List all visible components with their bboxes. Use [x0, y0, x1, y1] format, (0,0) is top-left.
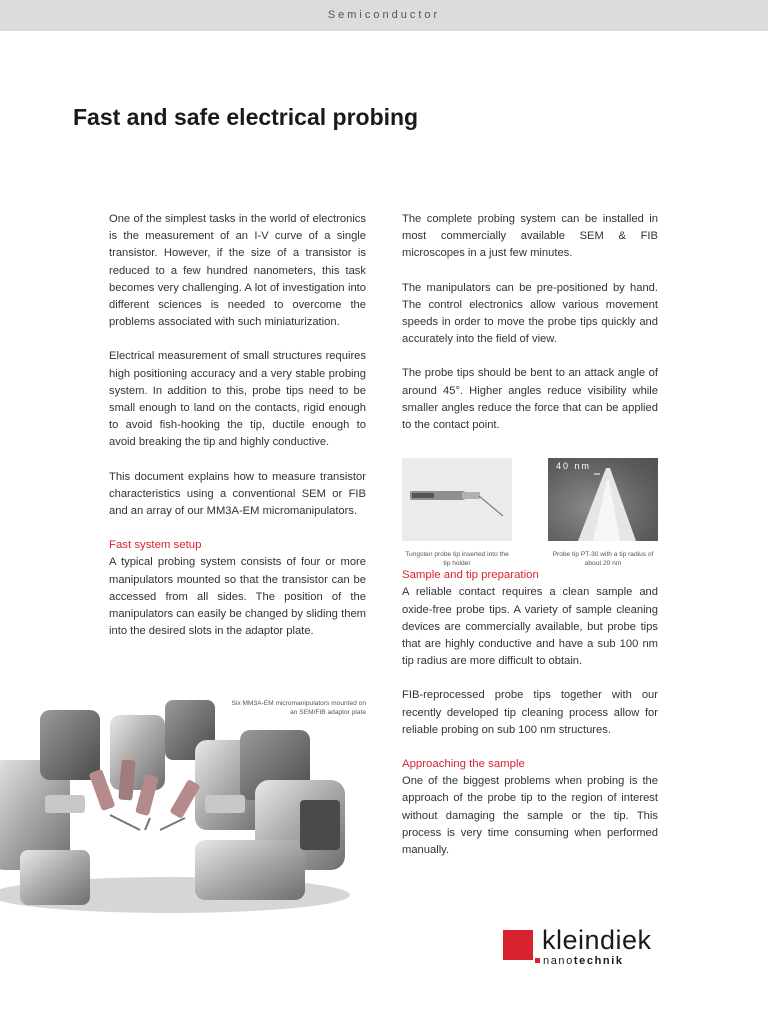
tip-holder-image: [402, 458, 512, 541]
tip-prep-heading: Sample and tip preparation: [402, 569, 539, 582]
sem-tip-caption: Probe tip PT-30 with a tip radius of about 20 nm: [552, 551, 654, 567]
attack-angle-paragraph: The probe tips should be bent to an attack angle of around 45°. Higher angles reduce visibility while smaller angles reduce the force that can be applied to the contact point.: [402, 367, 658, 432]
setup-heading: Fast system setup: [109, 539, 202, 552]
approach-paragraph: One of the biggest problems when probing is the approach of the probe tip to the region of interest without damaging the sample or the tip. This process is very time consuming when performed manually.: [402, 775, 658, 857]
document-scope-paragraph: This document explains how to measure transistor characteristics using a conventional SEM or FIB and an array of our MM3A-EM micromanipulators.: [109, 470, 366, 518]
scale-label: 40 nm: [556, 461, 592, 471]
manipulators-photo: [0, 700, 370, 915]
logo-wordmark: kleindiek: [542, 925, 652, 955]
right-column: [402, 211, 658, 876]
prepositioning-paragraph: The manipulators can be pre-positioned by hand. The control electronics allow various movement speeds in order to move the probe tips quickly and accurately into the field of view.: [402, 281, 658, 346]
logo-mark: [503, 930, 533, 960]
logo-subtitle: [543, 955, 624, 967]
logo-dot: [535, 958, 540, 963]
left-column: [109, 211, 366, 657]
intro-paragraph: One of the simplest tasks in the world of electronics is the measurement of an I-V curve of a single transistor. However, if the size of a transistor is reduced to a few hundred nanometers, this task becomes very challenging. A lot of investigation into different sciences is needed to overcome the problems associated with such miniaturization.: [109, 213, 366, 329]
header-bar: [0, 0, 768, 31]
install-paragraph: The complete probing system can be installed in most commercially available SEM & FIB microscopes in a just few minutes.: [402, 213, 658, 260]
logo-sub-light: nano: [543, 955, 574, 967]
requirements-paragraph: Electrical measurement of small structures requires high positioning accuracy and a very stable probing system. In addition to this, probe tips need to be small enough to land on the contacts, rigid enough to avoid fish-hooking the tip, ductile enough to avoid breaking the tip and highly conductive.: [109, 350, 366, 449]
tip-prep-paragraph: A reliable contact requires a clean sample and oxide-free probe tips. A variety of sample cleaning devices are commercially available, but probe tips that are highly conductive and have a sub 100 nm tip radius are more difficult to obtain.: [402, 586, 658, 668]
sem-tip-image: [548, 458, 658, 541]
photo-caption: Six MM3A-EM micromanipulators mounted on an SEM/FIB adaptor plate: [231, 700, 366, 716]
page-title: Fast and safe electrical probing: [73, 104, 419, 130]
section-label: Semiconductor: [327, 9, 441, 21]
setup-paragraph: A typical probing system consists of four or more manipulators mounted so that the transistor can be accessed from all sides. The position of the manipulators can easily be changed by sliding them into the desired slots in the adaptor plate.: [109, 556, 366, 638]
fib-paragraph: FIB-reprocessed probe tips together with our recently developed tip cleaning process allow for reliable probing on sub 100 nm structures.: [402, 689, 658, 736]
logo-sub-bold: technik: [573, 955, 624, 967]
approach-heading: Approaching the sample: [402, 758, 525, 771]
tip-holder-caption: Tungsten probe tip inserted into the tip holder: [405, 551, 509, 567]
